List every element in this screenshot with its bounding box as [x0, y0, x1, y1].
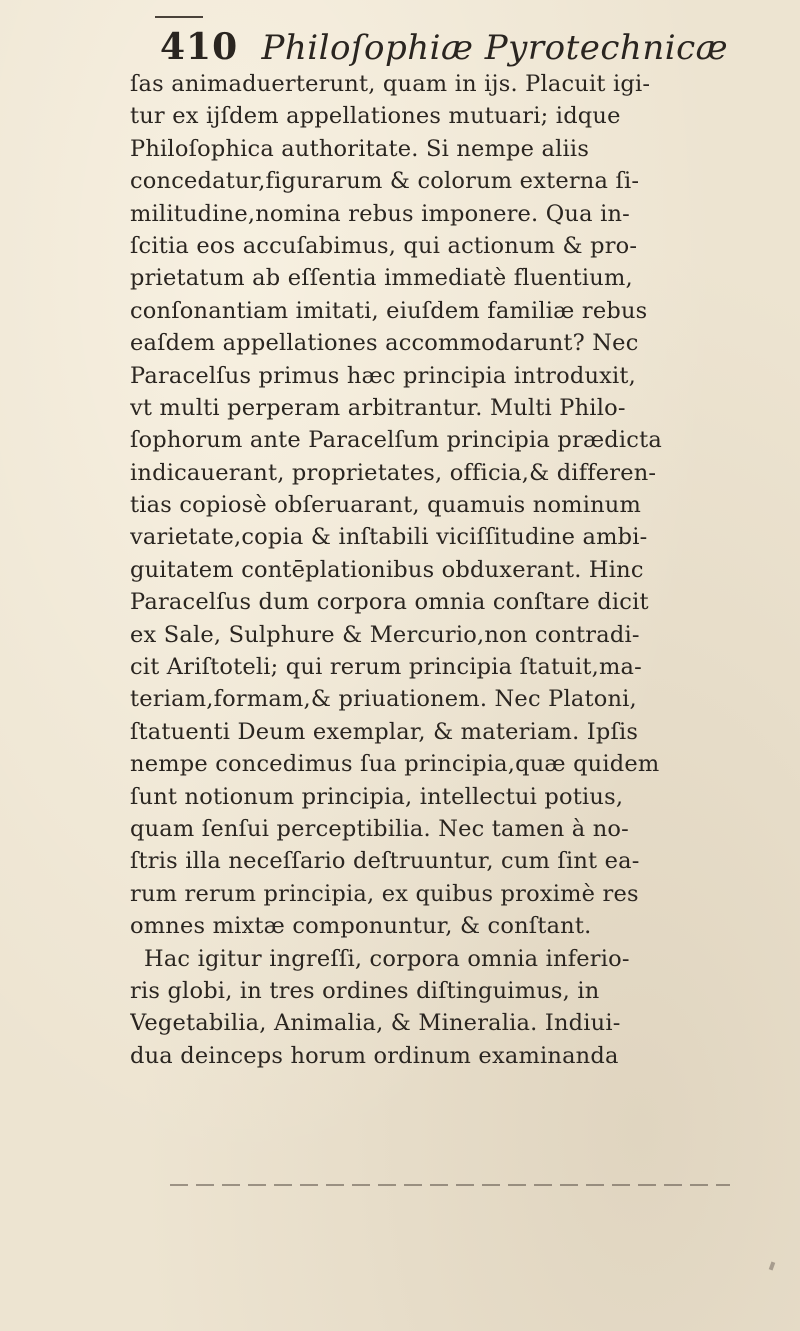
text-line: militudine,nomina rebus imponere. Qua in-: [130, 200, 630, 227]
text-line: tur ex ijſdem appellationes mutuari; idque: [130, 103, 621, 130]
text-line: Paracelſus primus hæc principia introduxit,: [130, 362, 637, 389]
text-line: concedatur,figurarum & colorum externa ſi-: [130, 168, 640, 195]
paragraph-start-line: Hac igitur ingreſſi, corpora omnia inferio-: [144, 945, 630, 972]
text-line: ris globi, in tres ordines diſtinguimus, in: [130, 977, 600, 1004]
text-line: Vegetabilia, Animalia, & Mineralia. Indiui-: [130, 1010, 621, 1037]
ink-mark: [769, 1262, 775, 1271]
page-number: 410: [160, 26, 239, 68]
text-line: ſas animaduerterunt, quam in ijs. Placuit igi-: [130, 71, 651, 97]
text-line: ſophorum ante Paracelſum principia prædicta: [130, 427, 662, 454]
text-line: Philoſophica authoritate. Si nempe aliis: [130, 135, 590, 162]
text-line: tias copiosè obſeruarant, quamuis nominum: [130, 492, 642, 519]
text-line: prietatum ab eſſentia immediatè fluentium,: [130, 265, 633, 292]
text-line: quam ſenſui perceptibilia. Nec tamen à no-: [130, 815, 629, 842]
text-line: dua deinceps horum ordinum examinanda: [130, 1042, 619, 1069]
text-line: Paracelſus dum corpora omnia conſtare dicit: [130, 589, 649, 616]
running-header: [160, 22, 729, 72]
text-line: indicauerant, proprietates, officia,& differen-: [130, 459, 657, 486]
text-line: ſunt notionum principia, intellectui potius,: [130, 783, 624, 810]
running-title: Philoſophiæ Pyrotechnicæ: [261, 28, 729, 68]
text-line: varietate,copia & inſtabili viciſſitudine ambi-: [130, 524, 648, 551]
text-line: cit Ariſtoteli; qui rerum principia ſtatuit,ma-: [130, 654, 642, 681]
text-line: eaſdem appellationes accommodarunt? Nec: [130, 330, 639, 357]
header-rule: [155, 16, 203, 18]
text-line: conſonantiam imitati, eiuſdem familiæ rebus: [130, 297, 648, 324]
text-line: teriam,formam,& priuationem. Nec Platoni,: [130, 686, 637, 713]
text-line: ſtris illa neceſſario deſtruuntur, cum ſint ea-: [130, 848, 640, 875]
text-line: vt multi perperam arbitrantur. Multi Philo-: [130, 394, 626, 421]
text-line: ex Sale, Sulphure & Mercurio,non contradi-: [130, 621, 640, 648]
body-text: [130, 68, 740, 1072]
text-line: nempe concedimus ſua principia,quæ quidem: [130, 751, 660, 778]
text-line: ſcitia eos accuſabimus, qui actionum & pro-: [130, 232, 638, 259]
text-line: rum rerum principia, ex quibus proximè res: [130, 880, 639, 907]
text-line: ſtatuenti Deum exemplar, & materiam. Ipſis: [130, 718, 639, 745]
text-line: omnes mixtæ componuntur, & conſtant.: [130, 913, 592, 940]
text-line: guitatem contēplationibus obduxerant. Hinc: [130, 556, 644, 583]
underline-marks: [170, 1184, 730, 1186]
